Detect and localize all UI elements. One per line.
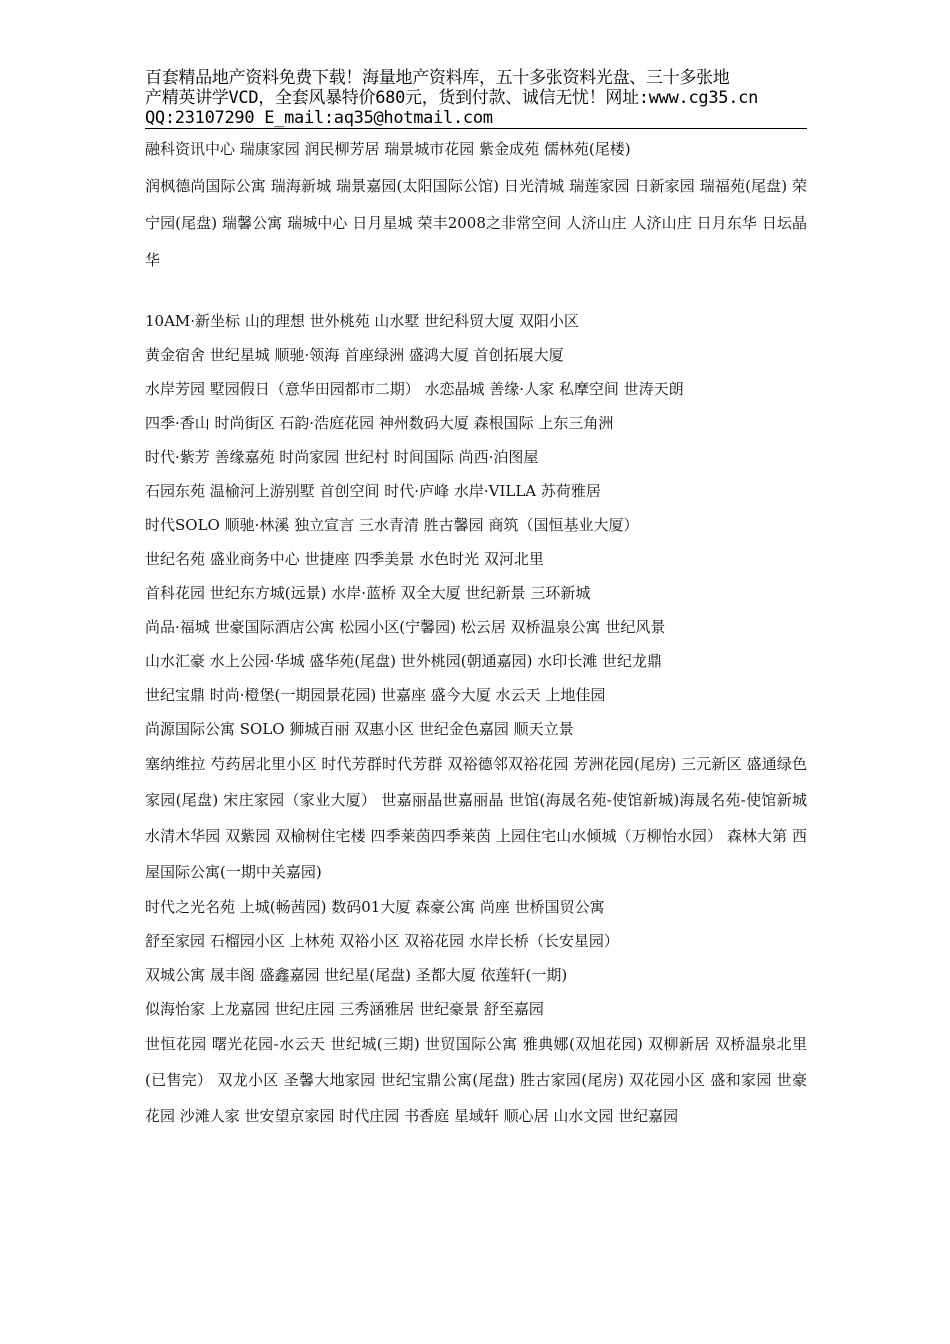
- listing-line: 世纪名苑 盛业商务中心 世捷座 四季美景 水色时光 双河北里: [145, 550, 544, 568]
- header-divider: [145, 128, 807, 129]
- listing-line: 首科花园 世纪东方城(远景) 水岸·蓝桥 双全大厦 世纪新景 三环新城: [145, 584, 591, 602]
- listing-paragraph: 塞纳维拉 芍药居北里小区 时代芳群时代芳群 双裕德邻双裕花园 芳洲花园(尾房) 三元新区 盛通绿色家园(尾盘) 宋庄家园（家业大厦） 世嘉丽晶世嘉丽晶 世馆(海晟名苑-使馆新城)海晟名苑-使馆新城 水清木华园 双紫园 双榆树住宅楼 四季莱茵四季莱茵 上园住宅山水倾城（万柳怡水园） 森林大第 西屋国际公寓(一期中关嘉园): [145, 755, 807, 881]
- ad-header: [145, 68, 807, 128]
- listing-line: 四季·香山 时尚街区 石韵·浩庭花园 神州数码大厦 森根国际 上东三角洲: [145, 414, 614, 432]
- listing-line: 石园东苑 温榆河上游别墅 首创空间 时代·庐峰 水岸·VILLA 苏荷雅居: [145, 482, 601, 500]
- listing-line: 尚源国际公寓 SOLO 狮城百丽 双惠小区 世纪金色嘉园 顺天立景: [145, 720, 574, 738]
- listing-block-a: [145, 131, 807, 279]
- listing-line: 尚品·福城 世豪国际酒店公寓 松园小区(宁馨园) 松云居 双桥温泉公寓 世纪风景: [145, 618, 666, 636]
- header-line-1: 百套精品地产资料免费下载！海量地产资料库，五十多张资料光盘、三十多张地: [145, 68, 730, 88]
- listing-line: 时代SOLO 顺驰·林溪 独立宣言 三水青清 胜古馨园 商筑（国恒基业大厦）: [145, 516, 639, 534]
- listing-line: 山水汇豪 水上公园·华城 盛华苑(尾盘) 世外桃园(朝通嘉园) 水印长滩 世纪龙鼎: [145, 652, 663, 670]
- listing-line: 舒至家园 石榴园小区 上林苑 双裕小区 双裕花园 水岸长桥（长安星园）: [145, 932, 619, 950]
- listing-paragraph: 润枫德尚国际公寓 瑞海新城 瑞景嘉园(太阳国际公馆) 日光清城 瑞莲家园 日新家园 瑞福苑(尾盘) 荣宁园(尾盘) 瑞馨公寓 瑞城中心 日月星城 荣丰2008之非常空间 人济山庄 人济山庄 日月东华 日坛晶华: [145, 177, 807, 269]
- listing-line: 黄金宿舍 世纪星城 顺驰·领海 首座绿洲 盛鸿大厦 首创拓展大厦: [145, 346, 564, 364]
- listing-line: 时代·紫芳 善缘嘉苑 时尚家园 世纪村 时间国际 尚西·泊图屋: [145, 448, 539, 466]
- header-contact-line: QQ:23107290 E_mail:aq35@hotmail.com: [145, 108, 493, 128]
- listing-line: 融科资讯中心 瑞康家园 润民柳芳居 瑞景城市花园 紫金成苑 儒林苑(尾楼): [145, 140, 631, 158]
- listing-line: 似海怡家 上龙嘉园 世纪庄园 三秀涵雅居 世纪豪景 舒至嘉园: [145, 1000, 544, 1018]
- header-line-2: 产精英讲学VCD，全套风暴特价680元，货到付款、诚信无忧！网址:www.cg35.cn: [145, 88, 759, 108]
- listing-line: 水岸芳园 墅园假日（意华田园都市二期） 水恋晶城 善缘·人家 私摩空间 世涛天朗: [145, 380, 684, 398]
- listing-line: 时代之光名苑 上城(畅茜园) 数码01大厦 森豪公寓 尚座 世桥国贸公寓: [145, 898, 605, 916]
- listing-line: 10AM·新坐标 山的理想 世外桃苑 山水墅 世纪科贸大厦 双阳小区: [145, 312, 579, 330]
- listing-line: 双城公寓 晟丰阁 盛鑫嘉园 世纪星(尾盘) 圣都大厦 依莲轩(一期): [145, 966, 568, 984]
- listing-paragraph: 世恒花园 曙光花园-水云天 世纪城(三期) 世贸国际公寓 雅典娜(双旭花园) 双柳新居 双桥温泉北里(已售完） 双龙小区 圣馨大地家园 世纪宝鼎公寓(尾盘) 胜古家园(尾房) 双花园小区 盛和家园 世豪花园 沙滩人家 世安望京家园 时代庄园 书香庭 星域轩 顺心居 山水文园 世纪嘉园: [145, 1035, 807, 1125]
- listing-line: 世纪宝鼎 时尚·橙堡(一期园景花园) 世嘉座 盛今大厦 水云天 上地佳园: [145, 686, 606, 704]
- listing-block-b: [145, 304, 807, 1134]
